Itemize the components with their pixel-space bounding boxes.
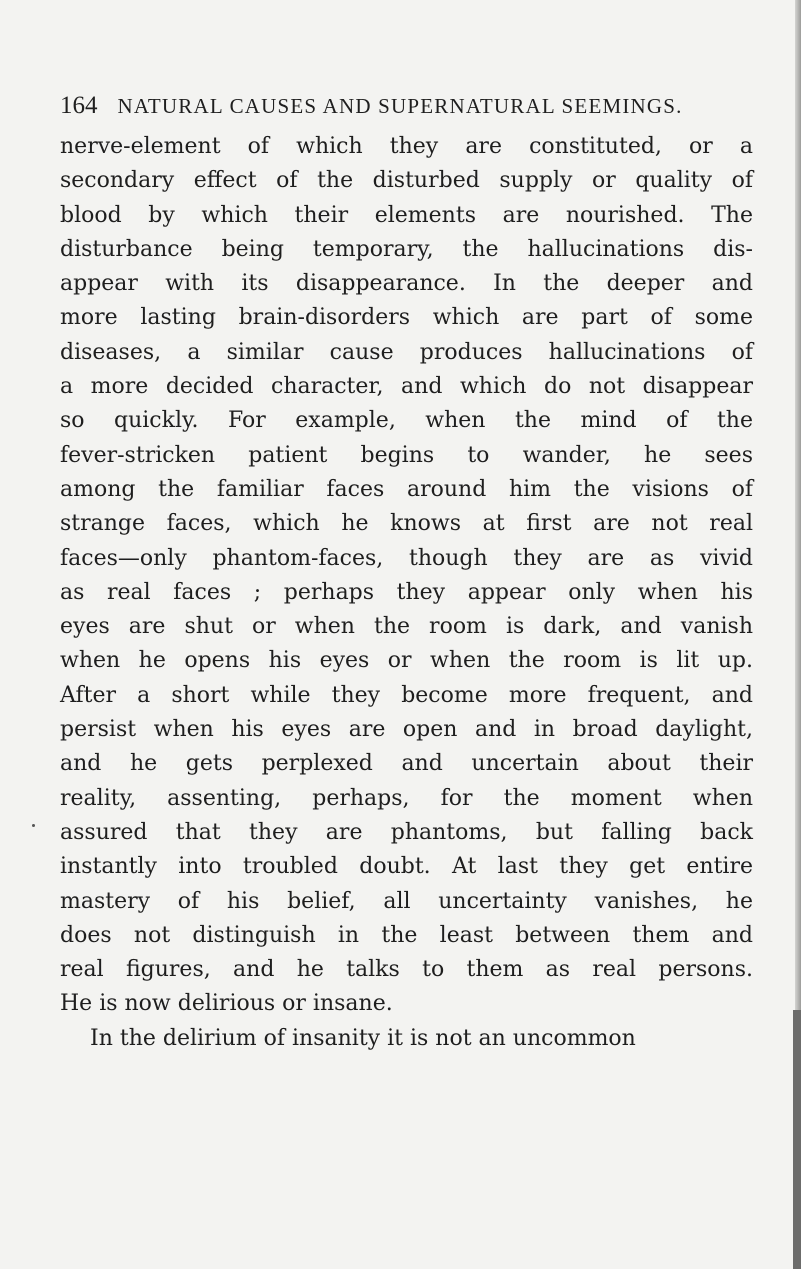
text-line: assured that they are phantoms, but falling back	[60, 819, 753, 845]
text-line: faces—only phantom-faces, though they are as vivid	[60, 545, 753, 571]
text-line: nerve-element of which they are constituted, or a	[60, 134, 753, 159]
text-line: among the familiar faces around him the visions of	[60, 476, 753, 502]
body-text	[60, 130, 753, 1056]
text-line: disturbance being temporary, the hallucinations dis-	[60, 236, 753, 262]
page-header	[60, 92, 750, 120]
text-line: and he gets perplexed and uncertain about their	[60, 751, 753, 777]
text-line: mastery of his belief, all uncertainty vanishes, he	[60, 888, 753, 914]
text-line: He is now delirious or insane.	[60, 991, 393, 1017]
paragraph-start-line: In the delirium of insanity it is not an uncommon	[90, 1025, 636, 1051]
text-line: appear with its disappearance. In the deeper and	[60, 271, 753, 297]
text-line: After a short while they become more frequent, and	[60, 682, 753, 708]
text-line: so quickly. For example, when the mind of the	[60, 408, 753, 434]
text-line: fever-stricken patient begins to wander, he sees	[60, 442, 753, 468]
text-line: does not distinguish in the least between them and	[60, 922, 753, 948]
page-edge-dark	[793, 1010, 801, 1269]
page-number: 164	[60, 92, 98, 119]
text-line: diseases, a similar cause produces hallucinations of	[60, 339, 753, 365]
text-line: secondary effect of the disturbed supply or quality of	[60, 168, 753, 194]
text-line: eyes are shut or when the room is dark, and vanish	[60, 614, 753, 640]
text-line: reality, assenting, perhaps, for the moment when	[60, 785, 753, 811]
text-line: when he opens his eyes or when the room is lit up.	[60, 648, 753, 674]
text-line: as real faces ; perhaps they appear only when his	[60, 579, 753, 605]
text-line: strange faces, which he knows at first are not real	[60, 511, 753, 537]
text-line: real figures, and he talks to them as real persons.	[60, 957, 753, 983]
text-line: more lasting brain-disorders which are part of some	[60, 305, 753, 331]
text-line: blood by which their elements are nourished. The	[60, 202, 753, 228]
running-head: NATURAL CAUSES AND SUPERNATURAL SEEMINGS.	[117, 94, 683, 118]
margin-speck	[32, 824, 35, 827]
text-line: instantly into troubled doubt. At last they get entire	[60, 854, 753, 880]
text-line: persist when his eyes are open and in broad daylight,	[60, 717, 753, 743]
text-line: a more decided character, and which do not disappear	[60, 374, 753, 400]
